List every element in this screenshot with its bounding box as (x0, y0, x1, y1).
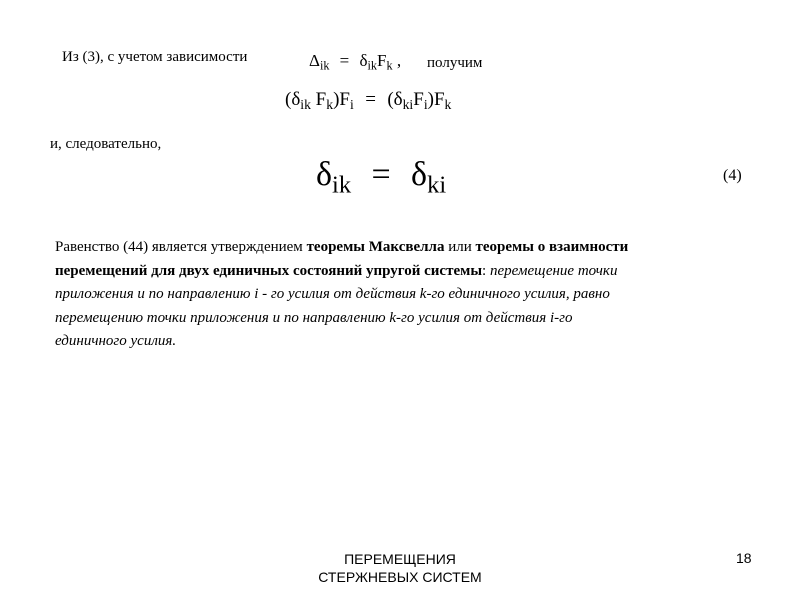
conclusion-text: и, следовательно, (50, 136, 162, 152)
paragraph-text: или (444, 239, 476, 255)
paragraph-italic-text: перемещению точки приложения и по направлению k-го усилия от действия i-го (55, 309, 573, 326)
footer-title (250, 550, 550, 586)
footer-title-line: СТЕРЖНЕВЫХ СИСТЕМ (318, 569, 482, 585)
formula-symbol: δ (291, 89, 301, 110)
formula-subscript: i (350, 97, 354, 113)
formula-symbol: F (315, 89, 327, 110)
formula-symbol: F (339, 89, 350, 110)
paragraph-text: Равенство (44) является утверждением (55, 239, 307, 255)
formula-equals: = (371, 156, 391, 193)
paragraph-line (55, 283, 755, 307)
formula-equals: = (365, 89, 376, 110)
paragraph-italic-text: приложения и по направлению i - го усилия от действия k-го единичного усилия, равно (55, 286, 610, 302)
formula-paren: ) (427, 89, 434, 110)
formula-subscript: ik (319, 58, 330, 73)
formula-symbol: F (433, 89, 445, 110)
intro-tail-text: получим (427, 55, 483, 71)
formula-subscript: ik (367, 58, 377, 73)
formula-subscript: ki (427, 171, 447, 199)
formula-symbol: δ (411, 156, 428, 193)
paragraph-line (55, 236, 755, 260)
page-number: 18 (736, 550, 752, 566)
paragraph-italic-text: единичного усилия. (55, 333, 177, 349)
equation-number: (4) (723, 167, 742, 184)
intro-text: Из (3), с учетом зависимости (62, 49, 248, 65)
formula-symbol: δ (359, 51, 368, 70)
formula-displacement-relation (309, 51, 401, 74)
formula-subscript: i (423, 97, 428, 113)
formula-subscript: ik (332, 171, 352, 199)
formula-paren: ( (285, 89, 292, 110)
formula-symbol: F (413, 89, 424, 110)
formula-paren: ) (333, 89, 340, 110)
formula-subscript: k (386, 58, 393, 73)
formula-work-equality (285, 89, 451, 113)
formula-subscript: ki (402, 97, 414, 113)
formula-comma: , (396, 51, 402, 70)
paragraph-line (55, 307, 755, 331)
formula-symbol: Δ (309, 51, 320, 70)
paragraph-line (55, 330, 755, 354)
formula-symbol: δ (316, 156, 333, 193)
paragraph-italic-text: перемещение точки (489, 262, 618, 279)
formula-symbol: δ (393, 89, 403, 110)
paragraph-bold-term: теоремы Максвелла (306, 239, 445, 255)
paragraph-bold-term: теоремы о взаимности (475, 239, 629, 255)
formula-paren: ( (387, 89, 394, 110)
paragraph-bold-term: перемещений для двух единичных состояний упругой системы (55, 262, 483, 279)
footer-title-line: ПЕРЕМЕЩЕНИЯ (344, 551, 456, 567)
formula-symbol: F (376, 51, 387, 70)
formula-maxwell-reciprocity (316, 156, 446, 199)
paragraph-line (55, 260, 755, 284)
formula-subscript: ik (300, 97, 311, 113)
formula-subscript: k (444, 97, 452, 113)
paragraph-text: : (482, 262, 490, 279)
theorem-paragraph (55, 236, 755, 354)
formula-equals: = (339, 51, 350, 70)
formula-subscript: k (326, 97, 334, 113)
